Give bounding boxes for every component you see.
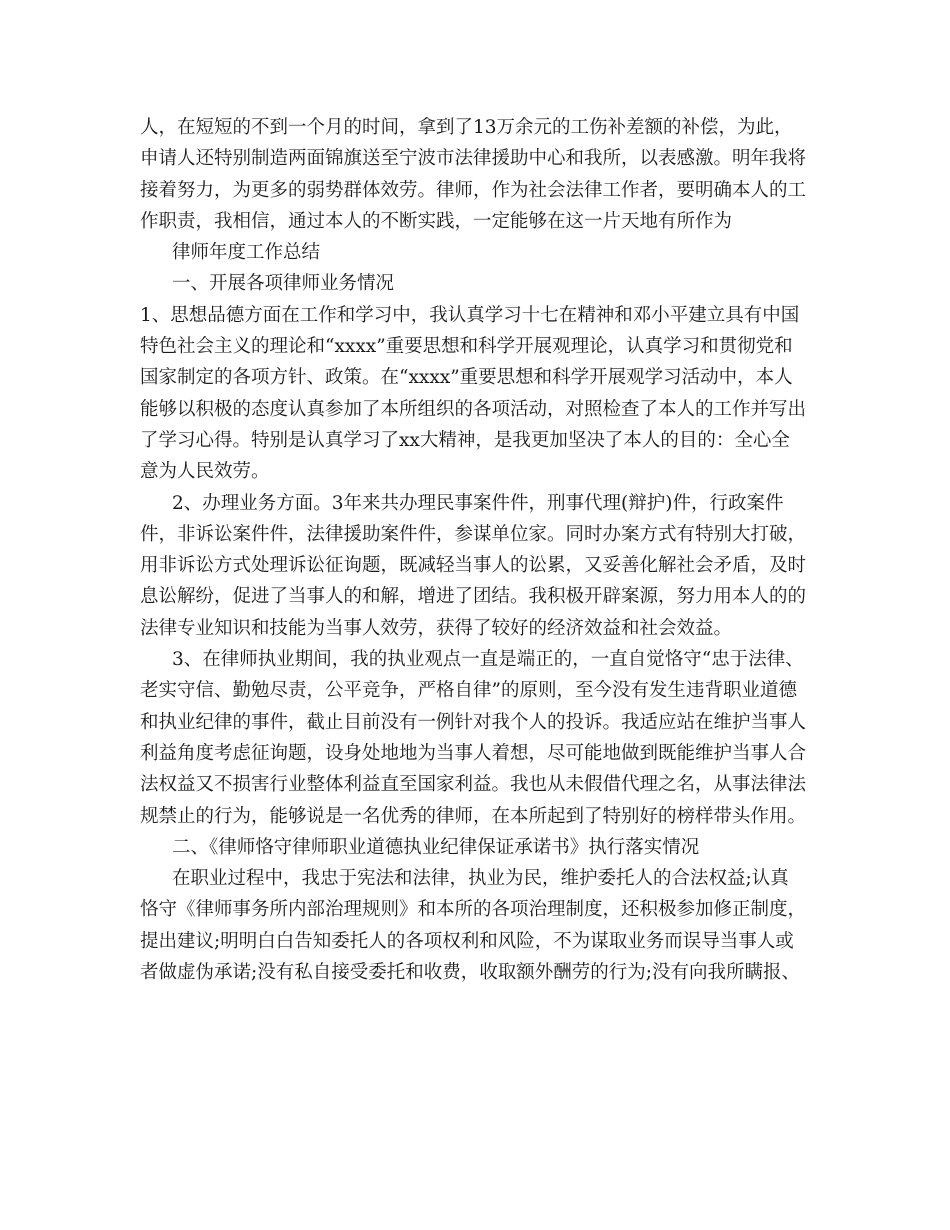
text-line: 2、办理业务方面。3年来共办理民事案件件，刑事代理(辩护)件，行政案件 [172, 492, 784, 514]
document-body [140, 112, 840, 988]
text-line: 人，在短短的不到一个月的时间，拿到了13万余元的工伤补差额的补偿，为此， [140, 117, 793, 138]
text-line: 用非诉讼方式处理诉讼征询题，既减轻当事人的讼累，又妥善化解社会矛盾，及时 [140, 555, 807, 577]
text-line: 恪守《律师事务所内部治理规则》和本所的各项治理制度，还积极参加修正制度， [140, 899, 807, 921]
text-line: 了学习心得。特别是认真学习了xx大精神，是我更加坚决了本人的目的：全心全 [140, 429, 790, 451]
text-line: 意为人民效劳。 [140, 461, 270, 483]
text-line: 国家制定的各项方针、政策。在“xxxx”重要思想和科学开展观学习活动中，本人 [140, 367, 793, 389]
text-line: 者做虚伪承诺;没有私自接受委托和收费，收取额外酬劳的行为;没有向我所瞒报、 [140, 962, 800, 984]
text-line: 3、在律师执业期间，我的执业观点一直是端正的，一直自觉恪守“忠于法律、 [172, 649, 804, 671]
text-line: 1、思想品德方面在工作和学习中，我认真学习十七在精神和邓小平建立具有中国 [140, 304, 800, 326]
text-line: 提出建议;明明白白告知委托人的各项权利和风险，不为谋取业务而误导当事人或 [140, 930, 794, 952]
text-line: 和执业纪律的事件，截止目前没有一例针对我个人的投诉。我适应站在维护当事人 [140, 711, 807, 733]
section-heading-1: 一、开展各项律师业务情况 [172, 273, 395, 295]
text-line: 法律专业知识和技能为当事人效劳，获得了较好的经济效益和社会效益。 [140, 617, 733, 639]
section-heading-2: 二、《律师恪守律师职业道德执业纪律保证承诺书》执行落实情况 [172, 836, 700, 858]
text-line: 能够以积极的态度认真参加了本所组织的各项活动，对照检查了本人的工作并写出 [140, 398, 807, 420]
text-line: 法权益又不损害行业整体利益直至国家利益。我也从未假借代理之名，从事法律法 [140, 774, 807, 796]
text-line: 规禁止的行为，能够说是一名优秀的律师，在本所起到了特别好的榜样带头作用。 [140, 805, 807, 827]
text-line: 在职业过程中，我忠于宪法和法律，执业为民，维护委托人的合法权益;认真 [172, 868, 789, 890]
text-line: 利益角度考虑征询题，设身处地地为当事人着想，尽可能地做到既能维护当事人合 [140, 742, 807, 764]
text-line: 申请人还特别制造两面锦旗送至宁波市法律援助中心和我所，以表感激。明年我将 [140, 148, 807, 170]
text-line: 老实守信、勤勉尽责，公平竞争，严格自律”的原则，至今没有发生违背职业道德 [140, 680, 797, 702]
text-line: 特色社会主义的理论和“xxxx”重要思想和科学开展观理论，认真学习和贯彻党和 [140, 336, 793, 358]
document-title: 律师年度工作总结 [172, 242, 321, 264]
text-line: 接着努力，为更多的弱势群体效劳。律师，作为社会法律工作者，要明确本人的工 [140, 179, 807, 201]
text-line: 件，非诉讼案件件，法律援助案件件，参谋单位家。同时办案方式有特别大打破， [140, 523, 807, 545]
text-line: 息讼解纷，促进了当事人的和解，增进了团结。我积极开辟案源，努力用本人的的 [140, 586, 807, 608]
text-line: 作职责，我相信，通过本人的不断实践，一定能够在这一片天地有所作为 [140, 210, 733, 232]
